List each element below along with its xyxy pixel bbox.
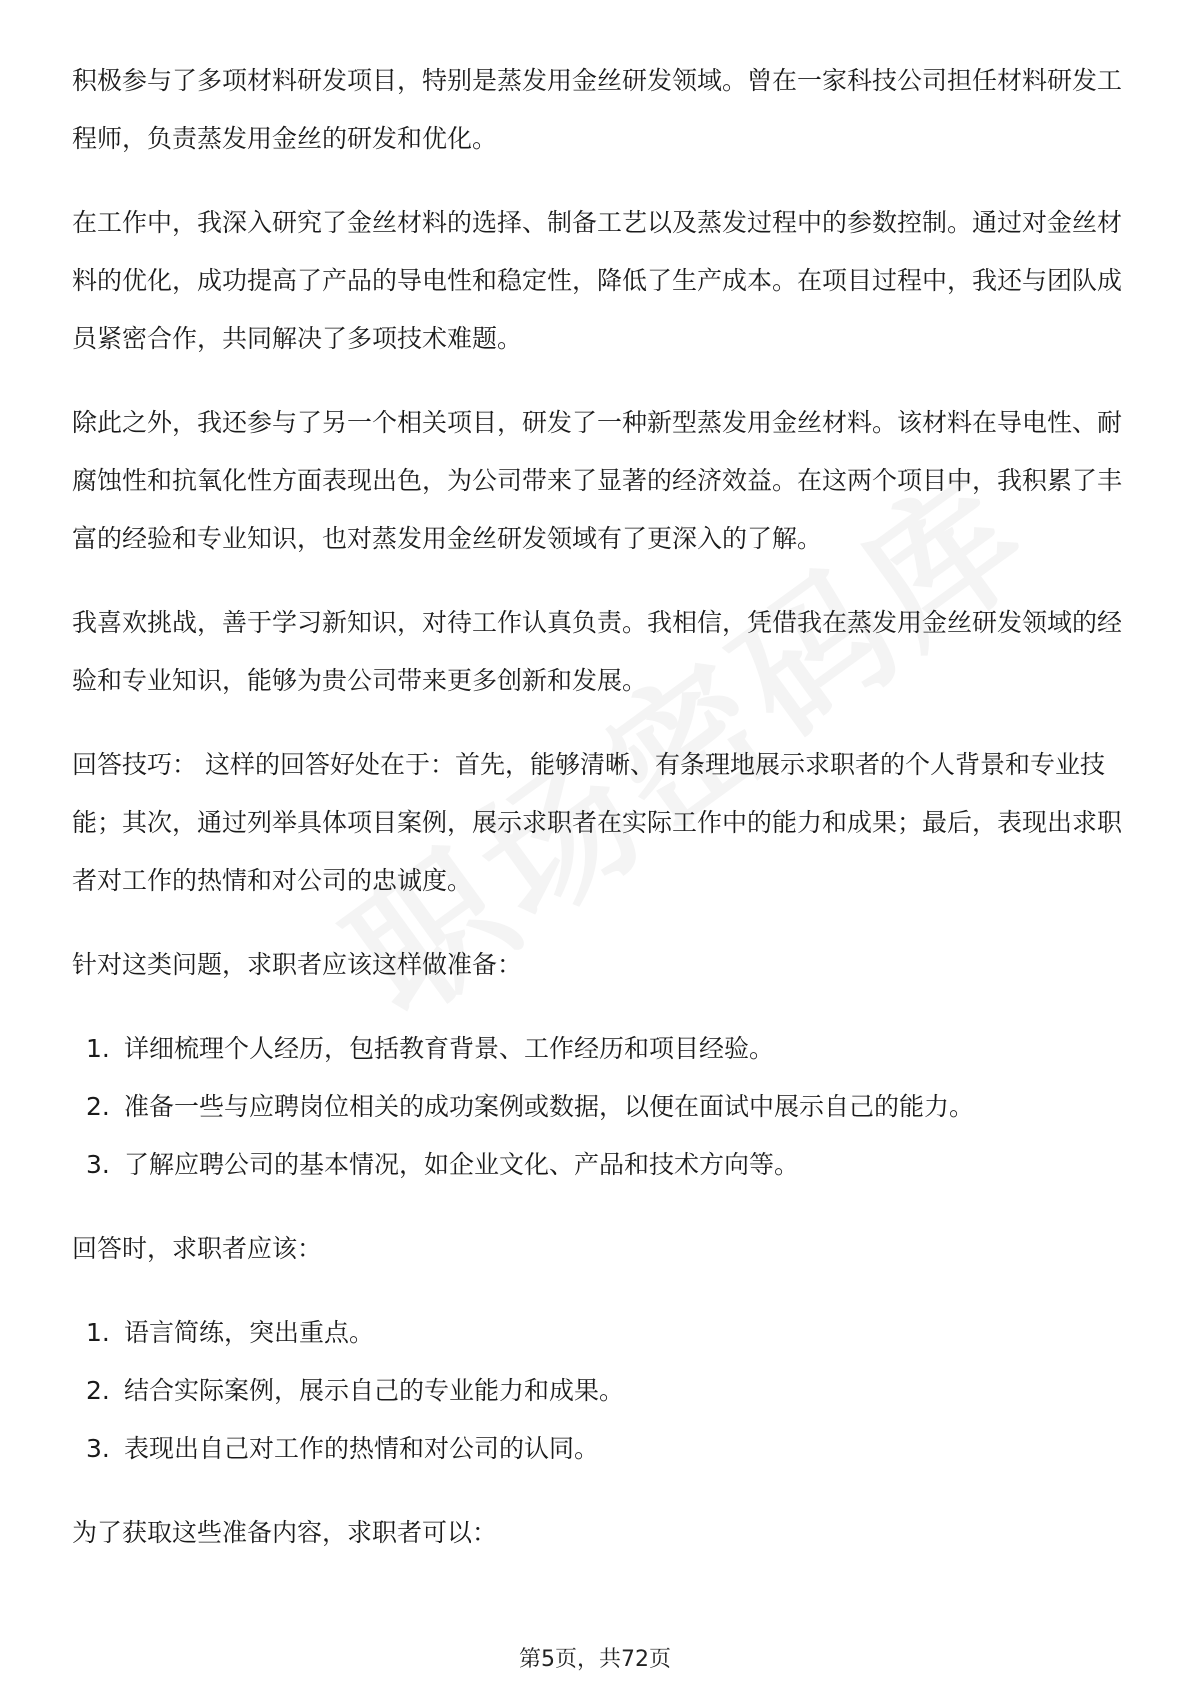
paragraph: 除此之外，我还参与了另一个相关项目，研发了一种新型蒸发用金丝材料。该材料在导电性、耐腐蚀性和抗氧化性方面表现出色，为公司带来了显著的经济效益。在这两个项目中，我积累了丰富的经验和专业知识，也对蒸发用金丝研发领域有了更深入的了解。 <box>72 408 1123 553</box>
paragraph: 为了获取这些准备内容，求职者可以： <box>72 1518 498 1547</box>
list-number: 3. <box>86 1434 110 1463</box>
list-number: 2. <box>86 1092 110 1121</box>
list-item-text: 了解应聘公司的基本情况，如企业文化、产品和技术方向等。 <box>124 1150 800 1179</box>
paragraph: 积极参与了多项材料研发项目，特别是蒸发用金丝研发领域。曾在一家科技公司担任材料研发工程师，负责蒸发用金丝的研发和优化。 <box>72 66 1123 153</box>
paragraph: 回答时，求职者应该： <box>72 1234 323 1263</box>
paragraph: 针对这类问题，求职者应该这样做准备： <box>72 950 523 979</box>
page-content <box>72 52 1122 1588</box>
paragraph: 在工作中，我深入研究了金丝材料的选择、制备工艺以及蒸发过程中的参数控制。通过对金丝材料的优化，成功提高了产品的导电性和稳定性，降低了生产成本。在项目过程中，我还与团队成员紧密合作，共同解决了多项技术难题。 <box>72 208 1123 353</box>
list-item <box>72 1420 1122 1478</box>
list-item <box>72 1304 1122 1362</box>
list-item <box>72 1020 1122 1078</box>
list-item <box>72 1078 1122 1136</box>
list-item-text: 表现出自己对工作的热情和对公司的认同。 <box>124 1434 600 1463</box>
paragraph: 我喜欢挑战，善于学习新知识，对待工作认真负责。我相信，凭借我在蒸发用金丝研发领域的经验和专业知识，能够为贵公司带来更多创新和发展。 <box>72 608 1123 695</box>
list-item-text: 语言简练，突出重点。 <box>124 1318 375 1347</box>
paragraph: 回答技巧： 这样的回答好处在于：首先，能够清晰、有条理地展示求职者的个人背景和专业技能；其次，通过列举具体项目案例，展示求职者在实际工作中的能力和成果；最后，表现出求职者对工作的热情和对公司的忠诚度。 <box>72 750 1123 895</box>
list-number: 1. <box>86 1318 110 1347</box>
answer-list <box>72 1304 1122 1478</box>
list-item <box>72 1362 1122 1420</box>
prep-list <box>72 1020 1122 1194</box>
list-item-text: 结合实际案例，展示自己的专业能力和成果。 <box>124 1376 625 1405</box>
page-number-footer: 第5页，共72页 <box>519 1647 671 1672</box>
list-item-text: 详细梳理个人经历，包括教育背景、工作经历和项目经验。 <box>124 1034 775 1063</box>
list-item <box>72 1136 1122 1194</box>
list-number: 3. <box>86 1150 110 1179</box>
list-item-text: 准备一些与应聘岗位相关的成功案例或数据，以便在面试中展示自己的能力。 <box>124 1092 975 1121</box>
list-number: 1. <box>86 1034 110 1063</box>
list-number: 2. <box>86 1376 110 1405</box>
